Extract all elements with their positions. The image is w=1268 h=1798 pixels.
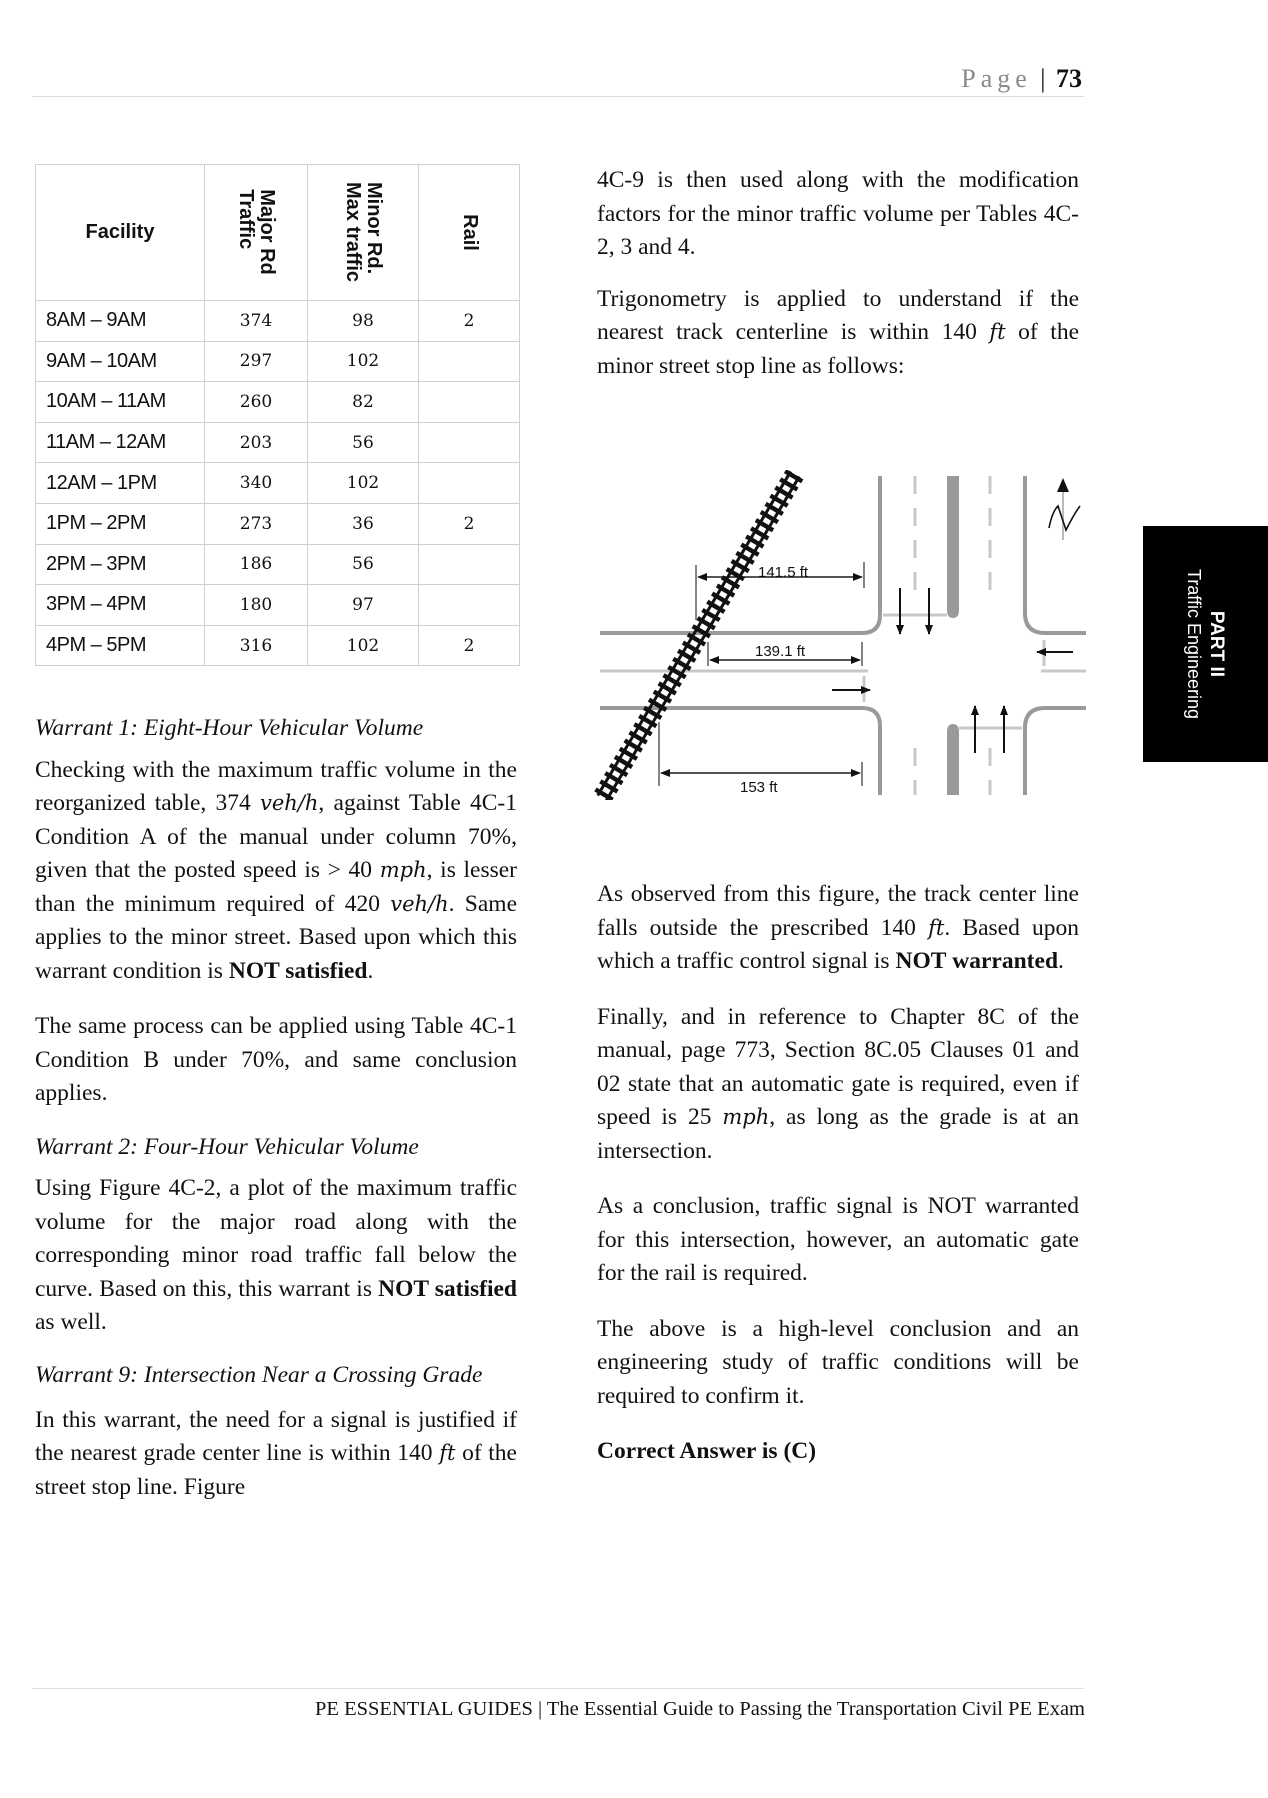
page-separator: | — [1040, 64, 1046, 93]
cell-rail — [419, 585, 520, 626]
cell-minor: 36 — [308, 503, 419, 544]
side-tab-part: PART II — [1206, 610, 1227, 678]
cell-major: 260 — [205, 382, 308, 423]
cell-major: 180 — [205, 585, 308, 626]
table-row — [36, 422, 520, 463]
warrant-2-heading: Warrant 2: Four-Hour Vehicular Volume — [35, 1133, 419, 1160]
table-row — [36, 544, 520, 585]
dimension-lines — [659, 562, 864, 796]
dimension-label-153: 153 ft — [740, 779, 778, 796]
cell-minor: 56 — [308, 422, 419, 463]
cell-minor: 82 — [308, 382, 419, 423]
trigonometry-paragraph: Trigonometry is applied to understand if the nearest track centerline is within 140 ft of the minor street stop line as follows: — [597, 285, 1079, 379]
cell-rail — [419, 463, 520, 504]
footer-text: PE ESSENTIAL GUIDES | The Essential Guide to Passing the Transportation Civil PE Exam — [315, 1698, 1085, 1720]
cell-major: 273 — [205, 503, 308, 544]
table-row — [36, 463, 520, 504]
table-row — [36, 301, 520, 342]
warrant-1-paragraph: Checking with the maximum traffic volume in the reorganized table, 374 veh/h, against Table 4C-1 Condition A of the manual under column 70%, given that the posted speed is > 40 mph, is lesser than the minimum required of 420 veh/h. Same applies to the minor street. Based upon which this warrant condition is NOT satisfied. — [35, 756, 517, 984]
major-road — [600, 476, 1086, 795]
header-minor-line1: Minor Rd. — [363, 181, 385, 275]
median-north — [947, 476, 959, 618]
right-column-top — [597, 164, 1079, 383]
cell-rail — [419, 544, 520, 585]
cell-minor: 102 — [308, 341, 419, 382]
north-arrow-icon — [1049, 478, 1080, 540]
cell-major: 297 — [205, 341, 308, 382]
correct-answer: Correct Answer is (C) — [597, 1438, 817, 1464]
warrant-1-condition-b-paragraph: The same process can be applied using Table 4C-1 Condition B under 70%, and same conclusion applies. — [35, 1013, 517, 1106]
cell-facility: 3PM – 4PM — [36, 585, 205, 626]
not-satisfied-emphasis: NOT satisfied — [228, 957, 368, 984]
cell-rail: 2 — [419, 625, 520, 666]
page-number: 73 — [1056, 64, 1082, 93]
cell-major: 186 — [205, 544, 308, 585]
traffic-volume-table — [35, 164, 520, 666]
north-letter-icon — [1049, 506, 1080, 530]
header-rail — [419, 165, 520, 301]
cell-facility: 1PM – 2PM — [36, 503, 205, 544]
engineering-study-paragraph: The above is a high-level conclusion and an engineering study of traffic conditions will be required to confirm it. — [597, 1315, 1079, 1409]
header-minor-rd-max-traffic — [308, 165, 419, 301]
header-facility: Facility — [36, 165, 205, 301]
intersection-figure — [590, 470, 1090, 800]
median-south — [947, 724, 959, 795]
railroad-track-icon — [595, 471, 802, 800]
cell-facility: 11AM – 12AM — [36, 422, 205, 463]
table-row — [36, 625, 520, 666]
header-major-line2: Traffic — [235, 189, 257, 250]
cell-facility: 2PM – 3PM — [36, 544, 205, 585]
table-row — [36, 341, 520, 382]
chapter-8c-paragraph: Finally, and in reference to Chapter 8C of the manual, page 773, Section 8C.05 Clauses 01 and 02 state that an automatic gate is required, even if speed is 25 mph, as long as the grade is at an intersection. — [597, 1003, 1080, 1164]
cell-major: 374 — [205, 301, 308, 342]
cell-rail: 2 — [419, 301, 520, 342]
header-rail-text: Rail — [458, 214, 481, 251]
cell-facility: 12AM – 1PM — [36, 463, 205, 504]
cell-rail — [419, 341, 520, 382]
header-major-rd-traffic — [205, 165, 308, 301]
cell-minor: 102 — [308, 625, 419, 666]
header-major-line1: Major Rd — [256, 189, 278, 275]
figure-4c9-paragraph: 4C-9 is then used along with the modification factors for the minor traffic volume per Tables 4C-2, 3 and 4. — [597, 167, 1079, 260]
header-minor-line2: Max traffic — [342, 181, 364, 283]
cell-facility: 8AM – 9AM — [36, 301, 205, 342]
warrant-9-heading: Warrant 9: Intersection Near a Crossing Grade — [35, 1361, 483, 1388]
cell-minor: 56 — [308, 544, 419, 585]
rail-crossing-diagram — [590, 470, 1090, 800]
table-row — [36, 503, 520, 544]
warrant-2-paragraph: Using Figure 4C-2, a plot of the maximum traffic volume for the major road along with the corresponding minor road traffic fall below the curve. Based on this, this warrant is NOT satisfied as well. — [35, 1175, 518, 1335]
table-row — [36, 585, 520, 626]
dimension-label-139-1: 139.1 ft — [755, 643, 806, 660]
cell-facility: 10AM – 11AM — [36, 382, 205, 423]
observation-paragraph: As observed from this figure, the track center line falls outside the prescribed 140 ft. Based upon which a traffic control signal is NOT warranted. — [597, 881, 1080, 974]
table-header-row — [36, 165, 520, 301]
warrant-1-section — [35, 712, 517, 1504]
warrant-1-heading: Warrant 1: Eight-Hour Vehicular Volume — [35, 715, 424, 741]
page-label: Page — [961, 64, 1032, 93]
cell-rail: 2 — [419, 503, 520, 544]
cell-major: 203 — [205, 422, 308, 463]
cell-major: 340 — [205, 463, 308, 504]
right-column-bottom — [597, 878, 1079, 1469]
side-tab-title: Traffic Engineering — [1184, 568, 1204, 720]
dimension-label-141-5: 141.5 ft — [758, 564, 809, 581]
cell-minor: 102 — [308, 463, 419, 504]
footer-divider — [32, 1688, 1084, 1689]
warrant-9-paragraph: In this warrant, the need for a signal is justified if the nearest grade center line is within 140 ft of the street stop line. Figure — [35, 1406, 517, 1500]
cell-minor: 97 — [308, 585, 419, 626]
conclusion-paragraph: As a conclusion, traffic signal is NOT warranted for this intersection, however, an automatic gate for the rail is required. — [597, 1193, 1079, 1286]
page-header — [961, 64, 1082, 94]
cell-minor: 98 — [308, 301, 419, 342]
table-row — [36, 382, 520, 423]
part-ii-side-tab — [1143, 526, 1268, 762]
cell-rail — [419, 382, 520, 423]
cell-major: 316 — [205, 625, 308, 666]
header-divider — [32, 96, 1084, 97]
cell-facility: 9AM – 10AM — [36, 341, 205, 382]
cell-facility: 4PM – 5PM — [36, 625, 205, 666]
cell-rail — [419, 422, 520, 463]
minor-road-markings — [883, 476, 1022, 795]
